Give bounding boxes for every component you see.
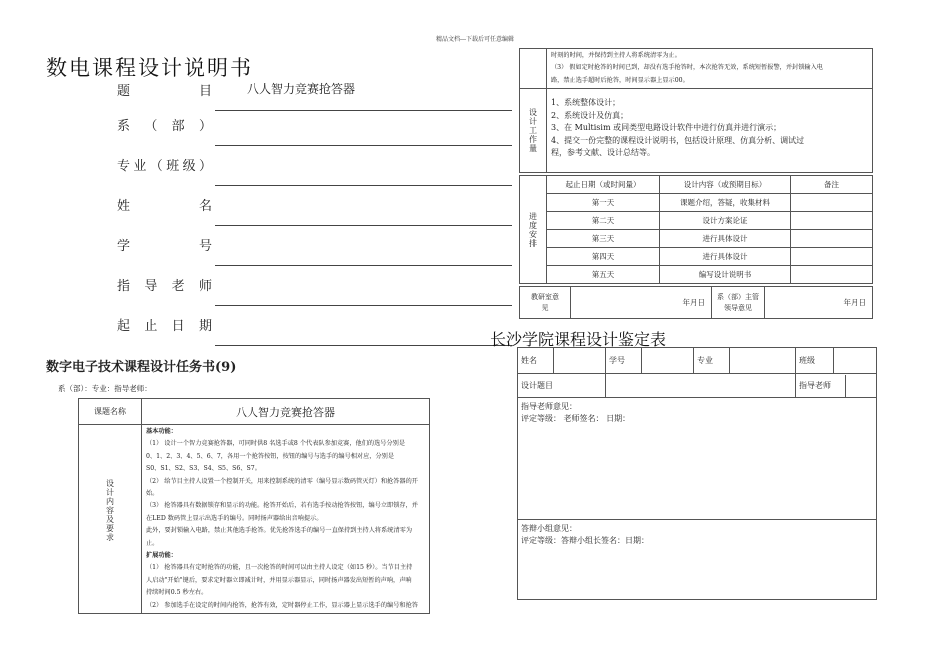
progress-cell: 第一天 [547, 194, 660, 212]
content-label: 设计内容及要求 [105, 479, 115, 543]
advisor-opinion: 指导老师意见： [521, 402, 577, 411]
basic-line: （1） 设计一个智力竞赛抢答器，可同时供8 名选手或8 个代表队参加竞赛，他们的选号分别是 [146, 440, 406, 448]
cover-row-title [117, 80, 397, 120]
course-label: 课题名称 [79, 399, 142, 425]
cont-table [519, 48, 873, 173]
advisor-row [796, 374, 877, 398]
work-cell [547, 89, 873, 173]
progress-cell [791, 266, 873, 284]
top-note: 精品文档---下载后可任意编辑 [435, 36, 515, 43]
name-value [554, 348, 606, 374]
basic-line: 止。 [146, 539, 159, 547]
content-label-cell [79, 425, 142, 614]
cover-row-major [117, 155, 397, 195]
advisor-eval: 评定等级： 老师签名： 日期： [521, 414, 631, 423]
major-label: 专业 [694, 348, 730, 374]
panel-eval: 评定等级：答辩小组长签名：日期： [521, 536, 649, 545]
sign-right-label: 系（部）主管领导意见 [712, 287, 765, 319]
cover-label: 姓名 [117, 199, 212, 214]
basic-line: （2） 给节目主持人设置一个控制开关，用来控制系统的清零（编号显示数码管灭灯）和抢答器的开 [146, 477, 418, 485]
progress-cell: 进行具体设计 [660, 248, 791, 266]
cover-row-id [117, 235, 397, 275]
course-name: 八人智力竞赛抢答器 [142, 399, 430, 425]
cover-label: 指导老师 [117, 279, 212, 294]
cover-value: 八人智力竞赛抢答器 [247, 82, 356, 96]
work-line: 1、系统整体设计； [551, 98, 621, 108]
progress-cell: 编写设计说明书 [660, 266, 791, 284]
cover-label: 题目 [117, 84, 212, 99]
cover-row-dates [117, 315, 397, 355]
basic-line: 始。 [146, 490, 159, 498]
basic-line: 0、1、2、3、4、5、6、7，各用一个抢答按钮，按钮的编号与选手的编号相对应，分别是 [146, 452, 395, 460]
sign-table [519, 286, 873, 319]
task-title: 数字电子技术课程设计任务书(9) [46, 360, 237, 375]
cover-line [215, 225, 512, 226]
name-label: 姓名 [518, 348, 554, 374]
cover-line [215, 110, 512, 111]
ext-line: 人启动"开始"键后，要求定时器立即减计时，并用显示器显示，同时扬声器发出短暂的声响，声响 [146, 576, 412, 584]
progress-cell: 课题介绍，答疑，收集材料 [660, 194, 791, 212]
ext-line: 持续时间0.5 秒左右。 [146, 589, 208, 597]
cont-line: 路，禁止选手超时后抢答，时间显示器上显示00。 [551, 76, 689, 84]
cont-line: 时刻的时间，并保持到主持人将系统清零为止。 [551, 52, 681, 59]
progress-label-cell [520, 176, 547, 284]
cont-blank-cell [520, 49, 547, 89]
task-meta: 系（部）：专业：指导老师： [58, 384, 152, 393]
class-label: 班级 [796, 348, 834, 374]
basic-line: 此外，要封锁输入电路，禁止其他选手抢答。优先抢答选手的编号一直保持到主持人将系统清零为 [146, 527, 413, 535]
progress-cell [791, 212, 873, 230]
progress-cell [791, 248, 873, 266]
progress-row [520, 266, 873, 284]
progress-cell [791, 194, 873, 212]
topic-value [606, 374, 796, 398]
progress-row [520, 248, 873, 266]
cont-text-cell [547, 49, 873, 89]
advisor-label: 指导老师 [796, 375, 846, 397]
progress-cell: 进行具体设计 [660, 230, 791, 248]
cover-line [215, 145, 512, 146]
cover-line [215, 265, 512, 266]
progress-row [520, 194, 873, 212]
id-value [642, 348, 694, 374]
cover-row-dept [117, 115, 397, 155]
progress-cell: 第四天 [547, 248, 660, 266]
cont-line: （3） 假如定时抢答的时间已到，却没有选手抢答时，本次抢答无效，系统短暂报警，并封锁输入电 [551, 64, 823, 72]
ext-line: （1） 抢答器具有定时抢答的功能，且一次抢答的时间可以由主持人设定（如15 秒）。当节目主持 [146, 564, 413, 572]
work-line: 3、在 Multisim 或同类型电路设计软件中进行仿真并进行演示； [551, 123, 782, 133]
ext-line: （2） 参加选手在设定的时间内抢答，抢答有效，定时器停止工作，显示器上显示选手的编号和抢答 [146, 601, 418, 609]
sign-left-label: 教研室意见 [520, 287, 571, 319]
work-line: 程，参考文献、设计总结等。 [551, 148, 655, 158]
cover-line [215, 185, 512, 186]
basic-line: （3） 抢答器具有数据锁存和显示的功能。抢答开始后，若有选手按动抢答按钮，编号立即锁存，并 [146, 502, 418, 510]
cover-row-name [117, 195, 397, 235]
class-value [834, 348, 877, 374]
advisor-opinion-cell [518, 398, 877, 520]
sign-right-date: 年月日 [765, 287, 873, 319]
task-table [78, 398, 430, 614]
id-label: 学号 [606, 348, 642, 374]
progress-header: 起止日期（或时间量） [547, 176, 660, 194]
basic-line: 在LED 数码管上显示出选手的编号。同时扬声器给出音响提示。 [146, 514, 323, 522]
cover-label: 起止日期 [117, 319, 212, 334]
progress-cell: 设计方案论证 [660, 212, 791, 230]
ext-heading: 扩展功能： [146, 552, 177, 560]
work-label-cell [520, 89, 547, 173]
evaluation-title: 长沙学院课程设计鉴定表 [490, 330, 667, 349]
basic-line: S0、S1、S2、S3、S4、S5、S6、S7。 [146, 465, 261, 473]
cover-label: 系（部） [117, 119, 212, 134]
topic-label: 设计题目 [518, 374, 606, 398]
progress-cell: 第五天 [547, 266, 660, 284]
cover-title: 数电课程设计说明书 [46, 56, 253, 80]
progress-row [520, 230, 873, 248]
panel-opinion-cell [518, 520, 877, 600]
sign-left-date: 年月日 [571, 287, 712, 319]
work-line: 2、系统设计及仿真； [551, 110, 629, 120]
major-value [730, 348, 796, 374]
work-line: 4、提交一份完整的课程设计说明书，包括设计原理、仿真分析、调试过 [551, 135, 805, 145]
cover-line [215, 345, 512, 346]
progress-header: 备注 [791, 176, 873, 194]
progress-table [519, 175, 873, 284]
progress-cell: 第二天 [547, 212, 660, 230]
basic-heading: 基本功能： [146, 428, 177, 435]
cover-label: 专业（班级） [117, 159, 212, 174]
cover-label: 学号 [117, 239, 212, 254]
work-label: 设计工作量 [528, 108, 538, 154]
cover-row-advisor [117, 275, 397, 315]
progress-row [520, 212, 873, 230]
progress-cell [791, 230, 873, 248]
progress-header: 设计内容（或预期目标） [660, 176, 791, 194]
cover-line [215, 305, 512, 306]
panel-opinion: 答辩小组意见： [521, 524, 577, 533]
content-cell [142, 425, 430, 614]
evaluation-table [517, 347, 877, 600]
progress-cell: 第三天 [547, 230, 660, 248]
progress-label: 进度安排 [528, 211, 538, 248]
